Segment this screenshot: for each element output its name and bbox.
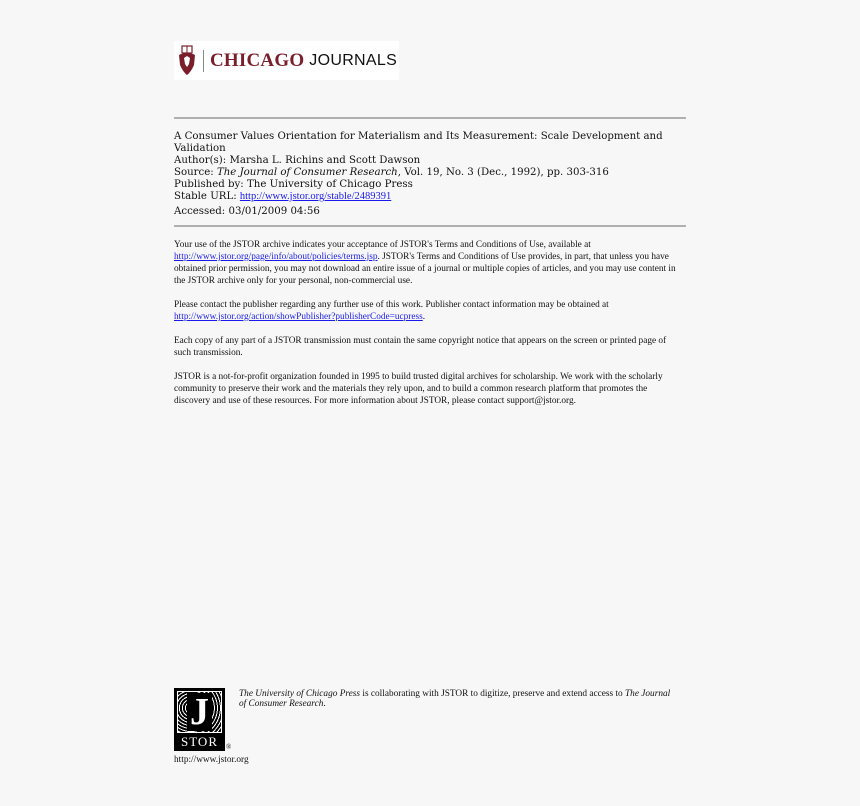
publisher-label: Published by: [174, 179, 247, 190]
stable-url-label: Stable URL: [174, 191, 240, 202]
publisher-line [174, 179, 694, 191]
collab-journal: The Journal of Consumer Research [239, 689, 671, 709]
accessed-value: 03/01/2009 04:56 [228, 206, 320, 217]
registered-mark-icon: ® [226, 743, 232, 751]
accessed-label: Accessed: [174, 206, 229, 217]
accessed-line [174, 206, 694, 218]
publisher-contact-link[interactable]: http://www.jstor.org/action/showPublisher?publisherCode=ucpress [174, 312, 423, 322]
publisher-contact-notice [174, 299, 679, 323]
bottom-divider [174, 225, 686, 227]
publisher-value: The University of Chicago Press [246, 179, 413, 190]
authors-line [174, 155, 694, 167]
logo-divider [203, 50, 204, 72]
copyright-notice: Each copy of any part of a JSTOR transmission must contain the same copyright notice that appears on the screen or printed page of such transmission. [174, 336, 667, 358]
collab-end: . [323, 699, 326, 709]
article-title-line2: Validation [174, 143, 226, 154]
source-line [174, 167, 694, 179]
terms-text-2: . JSTOR's Terms and Conditions of Use provides, in part, that unless you have obtained prior permission, you may not download an entire issue of a journal or multiple copies of articles, and you may use content in the JSTOR archive only for your personal, non-commercial use. [174, 252, 676, 286]
university-crest-icon [177, 45, 197, 77]
source-journal: The Journal of Consumer Research [216, 167, 398, 178]
article-title-line1: A Consumer Values Orientation for Materialism and Its Measurement: Scale Development and [174, 131, 663, 142]
source-label: Source: [174, 167, 217, 178]
jstor-url: http://www.jstor.org [174, 755, 249, 765]
logo-journals-text: JOURNALS [309, 51, 398, 69]
jstor-about-notice: JSTOR is a not-for-profit organization founded in 1995 to build trusted digital archives for scholarship. We work with the scholarly community to preserve their work and the materials they rely upon, and to build a common research platform that promotes the discovery and use of these resources. For more information about JSTOR, please contact support@jstor.org. [174, 372, 663, 406]
jstor-logo-text: STOR [181, 734, 218, 749]
authors-label: Author(s): [174, 155, 230, 166]
collab-middle: is collaborating with JSTOR to digitize, preserve and extend access to [360, 689, 626, 699]
collab-press: The University of Chicago Press [239, 689, 361, 699]
jstor-logo-letter: J [187, 693, 212, 731]
jstor-logo [174, 688, 225, 751]
stable-url-line [174, 191, 694, 203]
terms-text-1: Your use of the JSTOR archive indicates your acceptance of JSTOR's Terms and Conditions of Use, available at [174, 240, 591, 250]
terms-notice [174, 239, 679, 287]
collaboration-statement [239, 689, 679, 709]
source-details: , Vol. 19, No. 3 (Dec., 1992), pp. 303-316 [397, 167, 609, 178]
citation-block [174, 131, 694, 218]
publisher-contact-text-1: Please contact the publisher regarding any further use of this work. Publisher contact information may be obtained at [174, 300, 609, 310]
authors-value: Marsha L. Richins and Scott Dawson [229, 155, 421, 166]
jstor-j-emblem-icon [177, 691, 222, 733]
publisher-contact-text-2: . [422, 312, 426, 322]
terms-link[interactable]: http://www.jstor.org/page/info/about/policies/terms.jsp [174, 252, 378, 262]
top-divider [174, 117, 686, 119]
chicago-journals-logo [174, 41, 399, 80]
logo-chicago-text: CHICAGO [210, 49, 305, 71]
stable-url-link[interactable]: http://www.jstor.org/stable/2489391 [239, 191, 392, 202]
